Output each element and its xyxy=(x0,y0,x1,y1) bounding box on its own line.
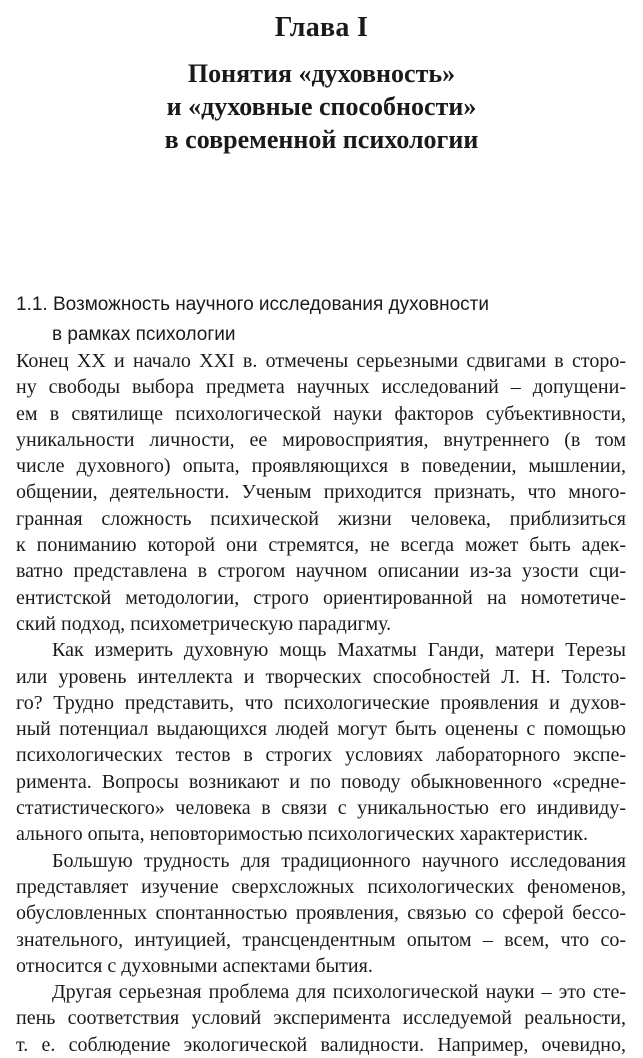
text-line: знательного, интуицией, трансцендентным опытом – всем, что со- xyxy=(16,928,626,951)
text-line: статистического» человека в связи с уникальностью его индивиду- xyxy=(16,797,626,820)
text-line: го? Трудно представить, что психологические проявления и духов- xyxy=(16,691,626,714)
text-line: обусловленных спонтанностью проявления, связью со сферой бессо- xyxy=(16,902,626,925)
text-line: ем в святилище психологической науки факторов субъективности, xyxy=(16,402,626,425)
body-text xyxy=(16,348,626,1058)
text-line: относится с духовными аспектами бытия. xyxy=(16,954,373,977)
text-line: Большую трудность для традиционного научного исследования xyxy=(52,849,626,872)
text-line: ального опыта, неповторимостью психологических характеристик. xyxy=(16,823,588,846)
text-line: к пониманию которой они стремятся, не всегда может быть адек- xyxy=(16,534,626,557)
text-line: психологических тестов в строгих условиях лабораторного экспе- xyxy=(16,744,626,767)
text-line: или уровень интеллекта и творческих способностей Л. Н. Толсто- xyxy=(16,665,626,688)
text-line: уникальности личности, ее мировосприятия, внутреннего (в том xyxy=(16,428,626,451)
text-line: ентистской методологии, строго ориентированной на номотетиче- xyxy=(16,586,626,609)
text-line: числе духовного) опыта, проявляющихся в поведении, мышлении, xyxy=(16,455,626,478)
text-line: представляет изучение сверхсложных психологических феноменов, xyxy=(16,875,626,898)
section-heading xyxy=(16,290,626,350)
text-line: т. е. соблюдение экологической валидности. Например, очевидно, xyxy=(16,1033,626,1056)
chapter-label: Глава I xyxy=(274,12,369,43)
section-heading-line: 1.1. Возможность научного исследования духовности xyxy=(16,294,489,315)
text-line: Как измерить духовную мощь Махатмы Ганди, матери Терезы xyxy=(52,639,626,662)
chapter-title-line: и «духовные способности» xyxy=(166,92,477,121)
text-line: римента. Вопросы возникают и по поводу обыкновенного «средне- xyxy=(16,770,626,793)
text-line: ский подход, психометрическую парадигму. xyxy=(16,612,392,635)
text-line: ный потенциал выдающихся людей могут быть оценены с помощью xyxy=(16,718,626,741)
chapter-title xyxy=(0,57,643,156)
text-line: пень соответствия условий эксперимента исследуемой реальности, xyxy=(16,1007,626,1030)
section-heading-line: в рамках психологии xyxy=(52,324,236,345)
text-line: Другая серьезная проблема для психологической науки – это сте- xyxy=(52,981,626,1004)
text-line: Конец XX и начало XXI в. отмечены серьезными сдвигами в сторо- xyxy=(16,350,626,372)
chapter-title-line: Понятия «духовность» xyxy=(187,59,456,88)
chapter-title-line: в современной психологии xyxy=(164,125,479,154)
text-line: гранная сложность психической жизни человека, приблизиться xyxy=(16,507,626,530)
text-line: общении, деятельности. Ученым приходится признать, что много- xyxy=(16,481,626,504)
text-line: ватно представлена в строгом научном описании из-за узости сци- xyxy=(16,560,626,583)
text-line: ну свободы выбора предмета научных исследований – допущени- xyxy=(16,376,626,399)
